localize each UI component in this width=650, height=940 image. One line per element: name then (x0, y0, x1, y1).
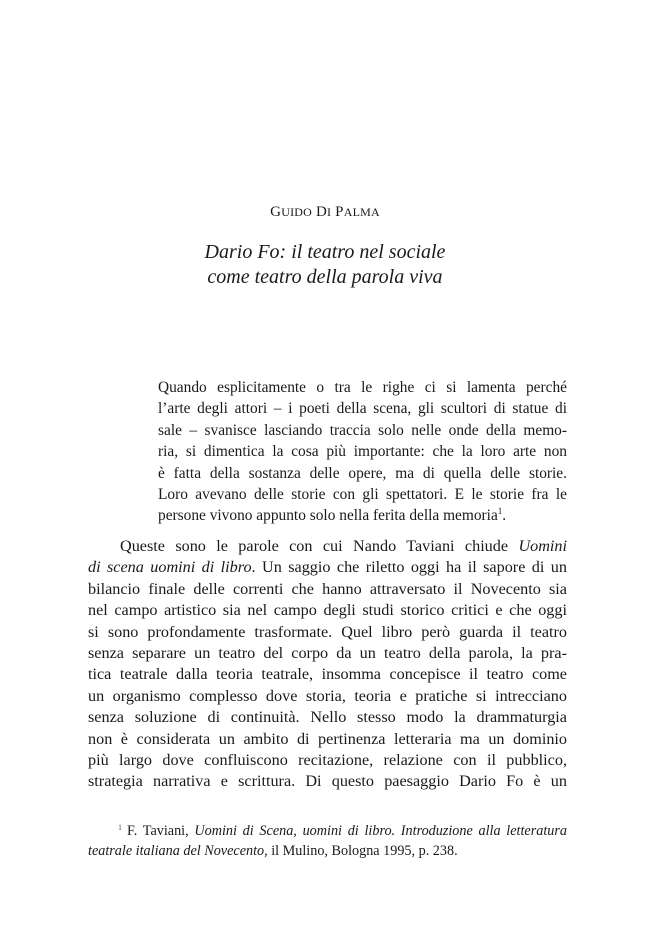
body-line: Queste sono le parole con cui Nando Taviani chiude Uomini (120, 537, 567, 555)
footnote-reference[interactable]: 1 (497, 506, 503, 517)
footnote-line: teatrale italiana del Novecento, il Mulino, Bologna 1995, p. 238. (88, 843, 458, 860)
body-line: più largo dove confluiscono recitazione, relazione con il pubblico, (88, 751, 567, 770)
body-line: tica teatrale dalla teoria teatrale, insomma concepisce il teatro come (88, 665, 567, 684)
body-line: non è considerata un ambito di pertinenza letteraria ma un dominio (88, 729, 567, 748)
body-line: nel campo artistico sia nel campo degli studi storico critici e che oggi (88, 601, 567, 620)
body-line: senza separare un teatro del corpo da un teatro della parola, la pra- (88, 644, 567, 663)
body-line: un organismo complesso dove storia, teoria e pratiche si intrecciano (88, 686, 567, 705)
body-line: bilancio finale delle correnti che hanno attraversato il Novecento sia (88, 579, 567, 598)
epigraph-line: l’arte degli attori – i poeti della scena, gli scultori di statue di (158, 400, 567, 418)
body-line: si sono profondamente trasformate. Quel libro però guarda il teatro (88, 622, 567, 641)
title-line: Dario Fo: il teatro nel sociale (204, 241, 446, 263)
epigraph-line: persone vivono appunto solo nella ferita della memoria$^1$. (158, 506, 507, 525)
epigraph-line: Quando esplicitamente o tra le righe ci si lamenta perché (158, 379, 567, 396)
epigraph-line: sale – svanisce lasciando traccia solo nelle onde della memo- (158, 421, 567, 439)
footnote-number: 1 (118, 823, 122, 832)
epigraph-quote (158, 377, 567, 527)
article-title (0, 240, 650, 290)
epigraph-line: Loro avevano delle storie con gli spettatori. E le storie fra le (158, 486, 567, 504)
title-line: come teatro della parola viva (207, 266, 443, 288)
body-line: senza soluzione di continuità. Nello stesso modo la drammaturgia (88, 708, 567, 727)
epigraph-line: ria, si dimentica la cosa più importante: che la loro arte non (158, 443, 567, 461)
body-line: strategia narrativa e scrittura. Di questo paesaggio Dario Fo è un (88, 772, 567, 791)
epigraph-line: è fatta della sostanza delle opere, ma di quella delle storie. (158, 464, 567, 482)
footnote-line: $^1$ F. Taviani, Uomini di Scena, uomini di libro. Introduzione alla letteratura (118, 823, 567, 839)
body-paragraph (88, 536, 567, 793)
body-line: di scena uomini di libro. Un saggio che riletto oggi ha il sapore di un (88, 558, 567, 577)
footnote (88, 818, 567, 862)
author-name: GUIDO DI PALMA (270, 204, 380, 220)
